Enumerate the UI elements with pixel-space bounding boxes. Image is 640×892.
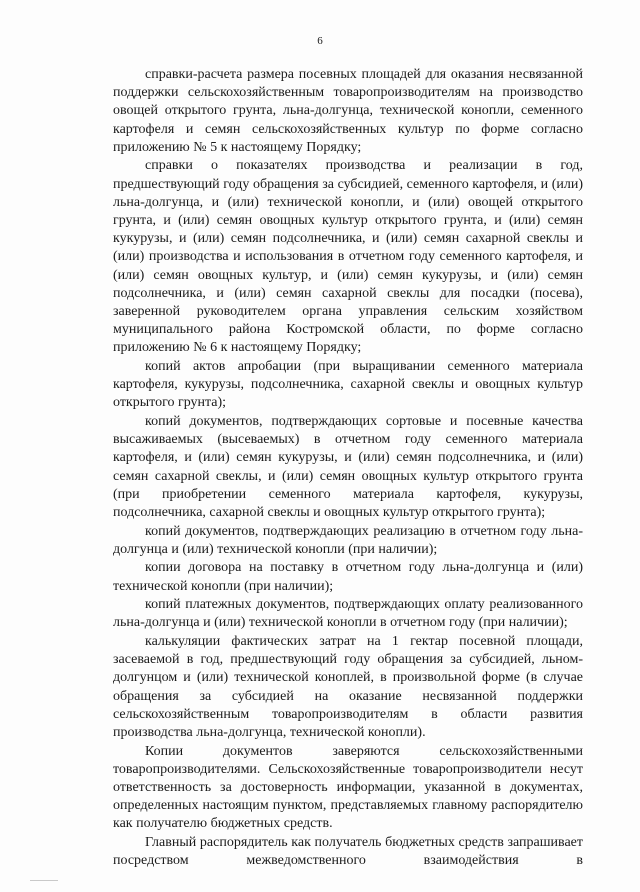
paragraph: копий платежных документов, подтверждающих оплату реализованного льна-долгунца и (или) технической конопли в отчетном году (при наличии); [113,597,583,631]
paragraph: Копии документов заверяются сельскохозяйственными товаропроизводителями. Сельскохозяйственные товаропроизводители несут ответственность за достоверность информации, указанной в документах, определенных настоящим пунктом, представляемых главному распорядителю как получателю бюджетных средств. [113,743,583,832]
paragraph: калькуляции фактических затрат на 1 гектар посевной площади, засеваемой в год, предшествующий году обращения за субсидией, льном-долгунцом и (или) технической коноплей, в произвольной форме (в случае обращения за субсидией на оказание несвязанной поддержки сельскохозяйственным товаропроизводителям в области развития производства льна-долгунца, технической конопли). [113,634,583,741]
paragraph: справки-расчета размера посевных площадей для оказания несвязанной поддержки сельскохозяйственным товаропроизводителям на производство овощей открытого грунта, льна-долгунца, технической конопли, семенного картофеля и семян сельскохозяйственных культур по форме согласно приложению № 5 к настоящему Порядку; [113,67,583,155]
paragraph: Главный распорядитель как получатель бюджетных средств запрашивает посредством межведомственного взаимодействия в [113,835,583,869]
document-body [113,66,583,871]
scan-mark [30,880,58,881]
paragraph: копий актов апробации (при выращивании семенного материала картофеля, кукурузы, подсолнечника, сахарной свеклы и овощных культур открытого грунта); [113,359,583,411]
paragraph: копии договора на поставку в отчетном году льна-долгунца и (или) технической конопли (при наличии); [113,560,583,594]
paragraph: справки о показателях производства и реализации в год, предшествующий году обращения за субсидией, семенного картофеля, и (или) льна-долгунца, и (или) технической конопли, и (или) овощей открытого грунта, и (или) семян овощных культур открытого грунта, и (или) семян кукурузы, и (или) семян подсолнечника, и (или) семян сахарной свеклы и (или) производства и использования в отчетном году семенного картофеля, и (или) семян овощных культур, и (или) семян кукурузы, и (или) семян подсолнечника, и (или) семян сахарной свеклы для посадки (посева), заверенной руководителем органа управления сельским хозяйством муниципального района Костромской области, по форме согласно приложению № 6 к настоящему Порядку; [113,158,583,356]
page-number: 6 [317,35,323,47]
paragraph: копий документов, подтверждающих реализацию в отчетном году льна-долгунца и (или) технической конопли (при наличии); [113,523,583,557]
paragraph: копий документов, подтверждающих сортовые и посевные качества высаживаемых (высеваемых) в отчетном году семенного материала картофеля, и (или) семян кукурузы, и (или) семян подсолнечника, и (или) семян сахарной свеклы, и (или) семян овощных культур открытого грунта (при приобретении семенного материала картофеля, кукурузы, подсолнечника, сахарной свеклы и овощных культур открытого грунта); [113,414,583,521]
